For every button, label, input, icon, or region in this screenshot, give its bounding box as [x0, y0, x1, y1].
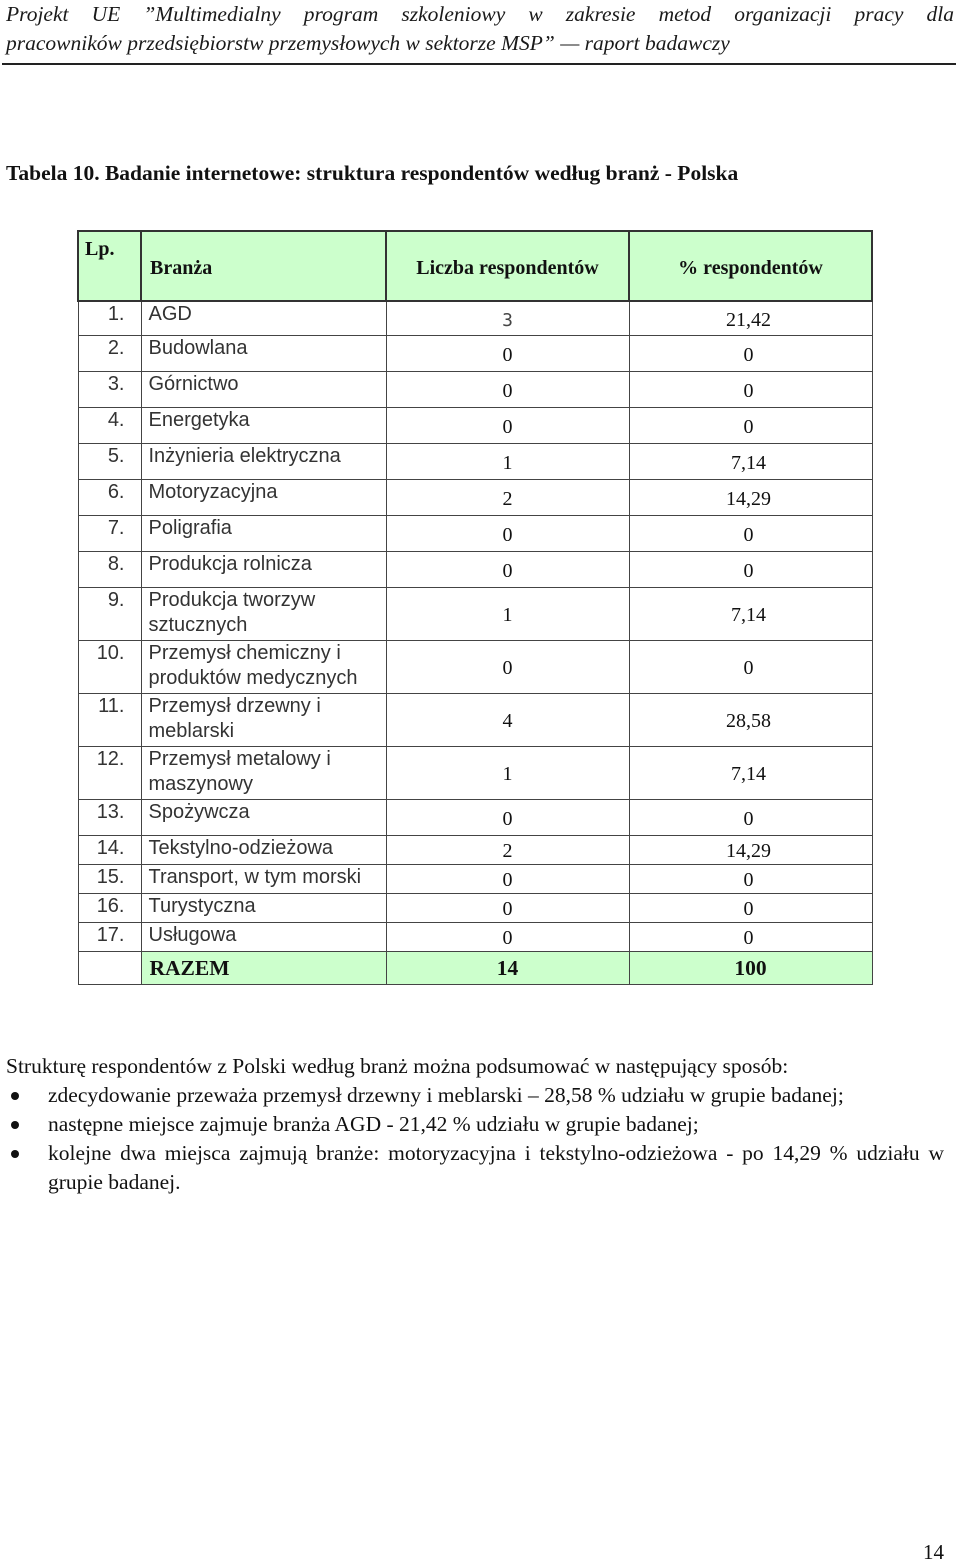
row-pct: 0 — [743, 559, 754, 582]
row-pct: 0 — [743, 807, 754, 830]
total-row — [78, 952, 872, 985]
row-lp: 3. — [78, 372, 141, 408]
respondents-table — [77, 230, 873, 985]
row-lp: 1. — [78, 301, 141, 336]
row-pct: 28,58 — [726, 710, 771, 732]
total-pct: 100 — [629, 952, 872, 985]
row-count-cell — [386, 641, 629, 694]
row-count: 4 — [502, 710, 513, 732]
row-branza: Przemysł drzewny i meblarski — [141, 694, 386, 747]
row-branza: Usługowa — [141, 923, 386, 952]
row-count: 0 — [502, 898, 513, 920]
row-count: 1 — [502, 763, 513, 785]
table-body — [78, 301, 872, 985]
table-row — [78, 588, 872, 641]
row-count: 0 — [502, 657, 513, 679]
row-count-cell — [386, 894, 629, 923]
row-count-cell — [386, 588, 629, 641]
row-pct-cell — [629, 408, 872, 444]
bullet-text: kolejne dwa miejsca zajmują branże: motoryzacyjna i tekstylno-odzieżowa - po 14,29 % udziału w grupie badanej. — [48, 1141, 944, 1194]
row-pct: 7,14 — [731, 604, 766, 626]
row-lp: 4. — [78, 408, 141, 444]
row-pct-cell — [629, 480, 872, 516]
row-pct-cell — [629, 552, 872, 588]
row-pct: 0 — [743, 927, 754, 949]
row-pct-cell — [629, 336, 872, 372]
row-pct-cell — [629, 836, 872, 865]
row-lp: 2. — [78, 336, 141, 372]
row-pct-cell — [629, 923, 872, 952]
row-count: 0 — [502, 807, 513, 830]
row-pct: 0 — [743, 343, 754, 366]
row-pct: 7,14 — [731, 451, 766, 474]
row-count-cell — [386, 800, 629, 836]
row-lp: 15. — [78, 865, 141, 894]
row-pct-cell — [629, 516, 872, 552]
row-count: 0 — [502, 559, 513, 582]
row-pct: 0 — [743, 657, 754, 679]
row-pct: 0 — [743, 523, 754, 546]
summary-bullet — [6, 1110, 944, 1139]
row-lp: 11. — [78, 694, 141, 747]
row-pct: 0 — [743, 869, 754, 891]
row-pct-cell — [629, 747, 872, 800]
summary-intro: Strukturę respondentów z Polski według branż można podsumować w następujący sposób: — [6, 1054, 789, 1078]
row-count-cell — [386, 480, 629, 516]
table-row — [78, 301, 872, 336]
header-liczba: Liczba respondentów — [386, 231, 629, 301]
header-branza: Branża — [141, 231, 386, 301]
table-row — [78, 408, 872, 444]
row-count: 3 — [502, 309, 513, 331]
row-branza: Przemysł chemiczny i produktów medycznych — [141, 641, 386, 694]
table-row — [78, 480, 872, 516]
bullet-text: następne miejsce zajmuje branża AGD - 21,42 % udziału w grupie badanej; — [48, 1112, 699, 1136]
row-branza: Górnictwo — [141, 372, 386, 408]
row-branza: Produkcja rolnicza — [141, 552, 386, 588]
table-row — [78, 747, 872, 800]
bullet-text: zdecydowanie przeważa przemysł drzewny i meblarski – 28,58 % udziału w grupie badanej; — [48, 1083, 844, 1107]
row-branza: Energetyka — [141, 408, 386, 444]
row-branza: Spożywcza — [141, 800, 386, 836]
total-label: RAZEM — [141, 952, 386, 985]
total-count: 14 — [386, 952, 629, 985]
row-pct: 0 — [743, 898, 754, 920]
row-lp: 17. — [78, 923, 141, 952]
row-count-cell — [386, 408, 629, 444]
table-row — [78, 444, 872, 480]
row-count-cell — [386, 301, 629, 336]
row-branza: Przemysł metalowy i maszynowy — [141, 747, 386, 800]
row-pct-cell — [629, 865, 872, 894]
row-pct-cell — [629, 301, 872, 336]
row-lp: 5. — [78, 444, 141, 480]
row-lp: 10. — [78, 641, 141, 694]
row-count: 0 — [502, 523, 513, 546]
row-count-cell — [386, 694, 629, 747]
row-count-cell — [386, 923, 629, 952]
header-line-2: pracowników przedsiębiorstw przemysłowych w sektorze MSP” — raport badawczy — [6, 31, 730, 55]
document-header — [6, 0, 954, 58]
row-count: 2 — [502, 487, 513, 510]
total-lp-cell — [78, 952, 141, 985]
row-pct: 21,42 — [726, 308, 771, 331]
row-count: 0 — [502, 927, 513, 949]
row-branza: AGD — [141, 301, 386, 336]
row-count: 0 — [502, 869, 513, 891]
bullet-icon — [11, 1092, 19, 1100]
row-count-cell — [386, 516, 629, 552]
row-lp: 7. — [78, 516, 141, 552]
row-pct: 0 — [743, 379, 754, 402]
row-pct-cell — [629, 800, 872, 836]
table-row — [78, 641, 872, 694]
table-row — [78, 800, 872, 836]
header-procent: % respondentów — [629, 231, 872, 301]
row-lp: 9. — [78, 588, 141, 641]
row-branza: Budowlana — [141, 336, 386, 372]
row-lp: 12. — [78, 747, 141, 800]
row-branza: Poligrafia — [141, 516, 386, 552]
row-count-cell — [386, 372, 629, 408]
table-row — [78, 836, 872, 865]
row-lp: 13. — [78, 800, 141, 836]
row-count-cell — [386, 836, 629, 865]
row-pct-cell — [629, 372, 872, 408]
row-pct: 0 — [743, 415, 754, 438]
row-count: 1 — [502, 604, 513, 626]
row-pct: 7,14 — [731, 763, 766, 785]
summary-bullets — [6, 1081, 944, 1197]
row-lp: 6. — [78, 480, 141, 516]
table-caption: Tabela 10. Badanie internetowe: struktura respondentów według branż - Polska — [6, 161, 739, 185]
table-row — [78, 336, 872, 372]
summary-bullet — [6, 1081, 944, 1110]
row-pct: 14,29 — [726, 487, 771, 510]
row-count-cell — [386, 865, 629, 894]
row-branza: Transport, w tym morski — [141, 865, 386, 894]
bullet-icon — [11, 1121, 19, 1129]
row-pct-cell — [629, 894, 872, 923]
row-branza: Produkcja tworzyw sztucznych — [141, 588, 386, 641]
row-pct-cell — [629, 444, 872, 480]
row-count-cell — [386, 747, 629, 800]
row-count: 0 — [502, 343, 513, 366]
header-divider — [2, 63, 956, 65]
row-pct-cell — [629, 694, 872, 747]
row-branza: Tekstylno-odzieżowa — [141, 836, 386, 865]
row-count-cell — [386, 444, 629, 480]
row-count: 0 — [502, 415, 513, 438]
row-pct-cell — [629, 588, 872, 641]
summary-bullet — [6, 1139, 944, 1197]
table-row — [78, 694, 872, 747]
row-count: 1 — [502, 451, 513, 474]
row-pct-cell — [629, 641, 872, 694]
row-pct: 14,29 — [726, 840, 771, 862]
row-count: 2 — [502, 840, 513, 862]
row-lp: 16. — [78, 894, 141, 923]
table-row — [78, 865, 872, 894]
row-branza: Motoryzacyjna — [141, 480, 386, 516]
row-count-cell — [386, 336, 629, 372]
table-row — [78, 372, 872, 408]
bullet-icon — [11, 1150, 19, 1158]
table-row — [78, 894, 872, 923]
summary-section — [6, 1052, 944, 1197]
row-count: 0 — [502, 379, 513, 402]
table-row — [78, 552, 872, 588]
header-line-1: Projekt UE ”Multimedialny program szkoleniowy w zakresie metod organizacji pracy dla — [6, 2, 954, 26]
table-header-row — [78, 231, 872, 301]
row-branza: Inżynieria elektryczna — [141, 444, 386, 480]
row-lp: 8. — [78, 552, 141, 588]
header-lp: Lp. — [78, 231, 141, 301]
row-lp: 14. — [78, 836, 141, 865]
row-branza: Turystyczna — [141, 894, 386, 923]
table-row — [78, 923, 872, 952]
page-number: 14 — [923, 1540, 944, 1564]
table-row — [78, 516, 872, 552]
row-count-cell — [386, 552, 629, 588]
